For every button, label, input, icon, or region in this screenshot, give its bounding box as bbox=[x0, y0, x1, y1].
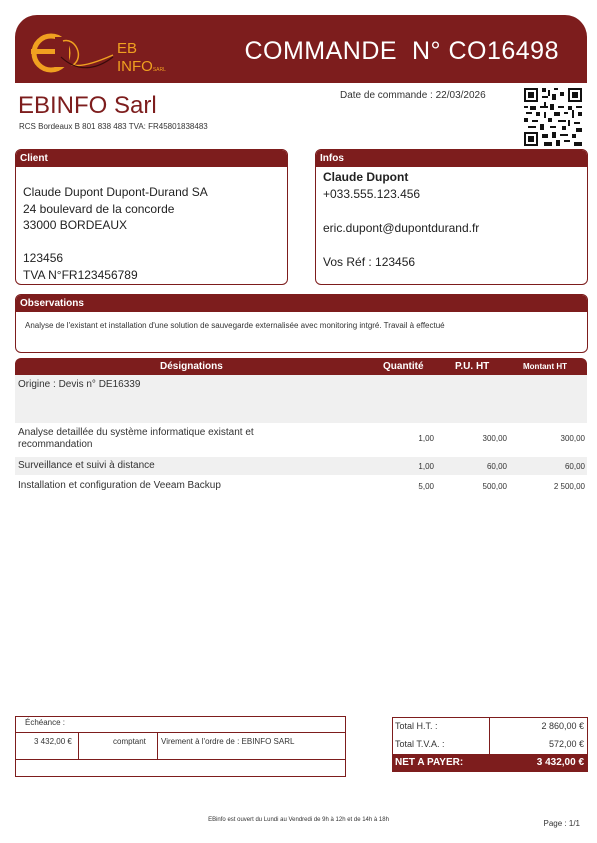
item-designation-line2: recommandation bbox=[18, 439, 93, 450]
client-city: 33000 BORDEAUX bbox=[23, 218, 128, 232]
client-vat: TVA N°FR123456789 bbox=[23, 267, 138, 282]
totals-box bbox=[392, 717, 588, 772]
table-row bbox=[15, 457, 587, 475]
item-total: 2 500,00 bbox=[553, 482, 585, 491]
divider bbox=[16, 732, 345, 733]
total-ht-label: Total H.T. : bbox=[395, 721, 438, 731]
company-logo bbox=[25, 27, 115, 79]
items-table-header bbox=[15, 358, 587, 375]
client-code: 123456 bbox=[23, 251, 64, 265]
net-to-pay-row bbox=[393, 754, 587, 771]
contact-name: Claude Dupont bbox=[323, 170, 409, 184]
divider bbox=[78, 733, 79, 759]
header-banner bbox=[15, 15, 587, 83]
due-date-box bbox=[15, 716, 346, 777]
total-tva-label: Total T.V.A. : bbox=[395, 739, 445, 749]
table-row-origin bbox=[15, 375, 587, 423]
col-designations: Désignations bbox=[160, 361, 223, 372]
item-unit-price: 60,00 bbox=[486, 462, 507, 471]
due-date-label: Échéance : bbox=[25, 718, 66, 727]
order-date: Date de commande : 22/03/2026 bbox=[340, 90, 486, 101]
total-tva-value: 572,00 € bbox=[548, 739, 584, 749]
item-designation: Surveillance et suivi à distance bbox=[18, 460, 155, 471]
logo-sarl: SARL bbox=[152, 67, 166, 73]
total-ht-row bbox=[393, 718, 587, 735]
col-quantity: Quantité bbox=[383, 361, 424, 372]
company-rcs: RCS Bordeaux B 801 838 483 TVA: FR45801838483 bbox=[19, 122, 208, 131]
contact-phone: +033.555.123.456 bbox=[323, 187, 421, 201]
item-quantity: 1,00 bbox=[418, 434, 434, 443]
col-amount: Montant HT bbox=[523, 362, 567, 371]
contact-ref: Vos Réf : 123456 bbox=[323, 255, 416, 269]
observations-title: Observations bbox=[16, 295, 587, 312]
page-number: Page : 1/1 bbox=[543, 819, 580, 828]
net-to-pay-value: 3 432,00 € bbox=[536, 757, 584, 768]
logo-text-info bbox=[117, 59, 166, 78]
infos-contact bbox=[316, 167, 587, 271]
observations-box bbox=[15, 294, 588, 353]
client-street: 24 boulevard de la concorde bbox=[23, 201, 175, 216]
client-box bbox=[15, 149, 288, 285]
divider bbox=[157, 733, 158, 759]
total-ht-value: 2 860,00 € bbox=[541, 721, 584, 731]
infos-box bbox=[315, 149, 588, 285]
due-amount: 3 432,00 € bbox=[34, 737, 72, 746]
infos-box-title: Infos bbox=[316, 150, 587, 167]
client-address bbox=[16, 167, 287, 283]
client-box-title: Client bbox=[16, 150, 287, 167]
item-designation bbox=[18, 427, 318, 451]
net-to-pay-label: NET A PAYER: bbox=[395, 757, 464, 768]
observations-text: Analyse de l'existant et installation d'une solution de sauvegarde externalisée avec monitoring intgré. Travail à effectué bbox=[25, 321, 445, 330]
item-designation: Installation et configuration de Veeam Backup bbox=[18, 480, 221, 491]
origin-text: Origine : Devis n° DE16339 bbox=[18, 379, 141, 390]
payment-mode: comptant bbox=[113, 737, 146, 746]
client-name: Claude Dupont Dupont-Durand SA bbox=[23, 185, 208, 199]
total-tva-row bbox=[393, 736, 587, 753]
contact-email: eric.dupont@dupontdurand.fr bbox=[323, 221, 480, 235]
item-designation-line1: Analyse detaillée du système informatique existant et bbox=[18, 427, 254, 438]
logo-text-eb: EB bbox=[117, 40, 138, 57]
footer-hours: EBinfo est ouvert du Lundi au Vendredi de 9h à 12h et de 14h à 18h bbox=[208, 817, 389, 823]
payment-instructions: Virement à l'ordre de : EBINFO SARL bbox=[161, 737, 295, 746]
item-unit-price: 300,00 bbox=[482, 434, 507, 443]
divider bbox=[16, 759, 345, 760]
item-unit-price: 500,00 bbox=[482, 482, 507, 491]
page-title: COMMANDE N° CO16498 bbox=[244, 37, 559, 65]
item-total: 300,00 bbox=[560, 434, 585, 443]
item-quantity: 1,00 bbox=[418, 462, 434, 471]
table-row bbox=[15, 426, 587, 456]
table-row bbox=[15, 477, 587, 495]
col-unit-price: P.U. HT bbox=[455, 361, 490, 372]
item-total: 60,00 bbox=[564, 462, 585, 471]
qr-code-icon bbox=[524, 88, 582, 146]
company-name: EBINFO Sarl bbox=[18, 92, 157, 119]
logo-info-word: INFO bbox=[117, 58, 153, 75]
item-quantity: 5,00 bbox=[418, 482, 434, 491]
